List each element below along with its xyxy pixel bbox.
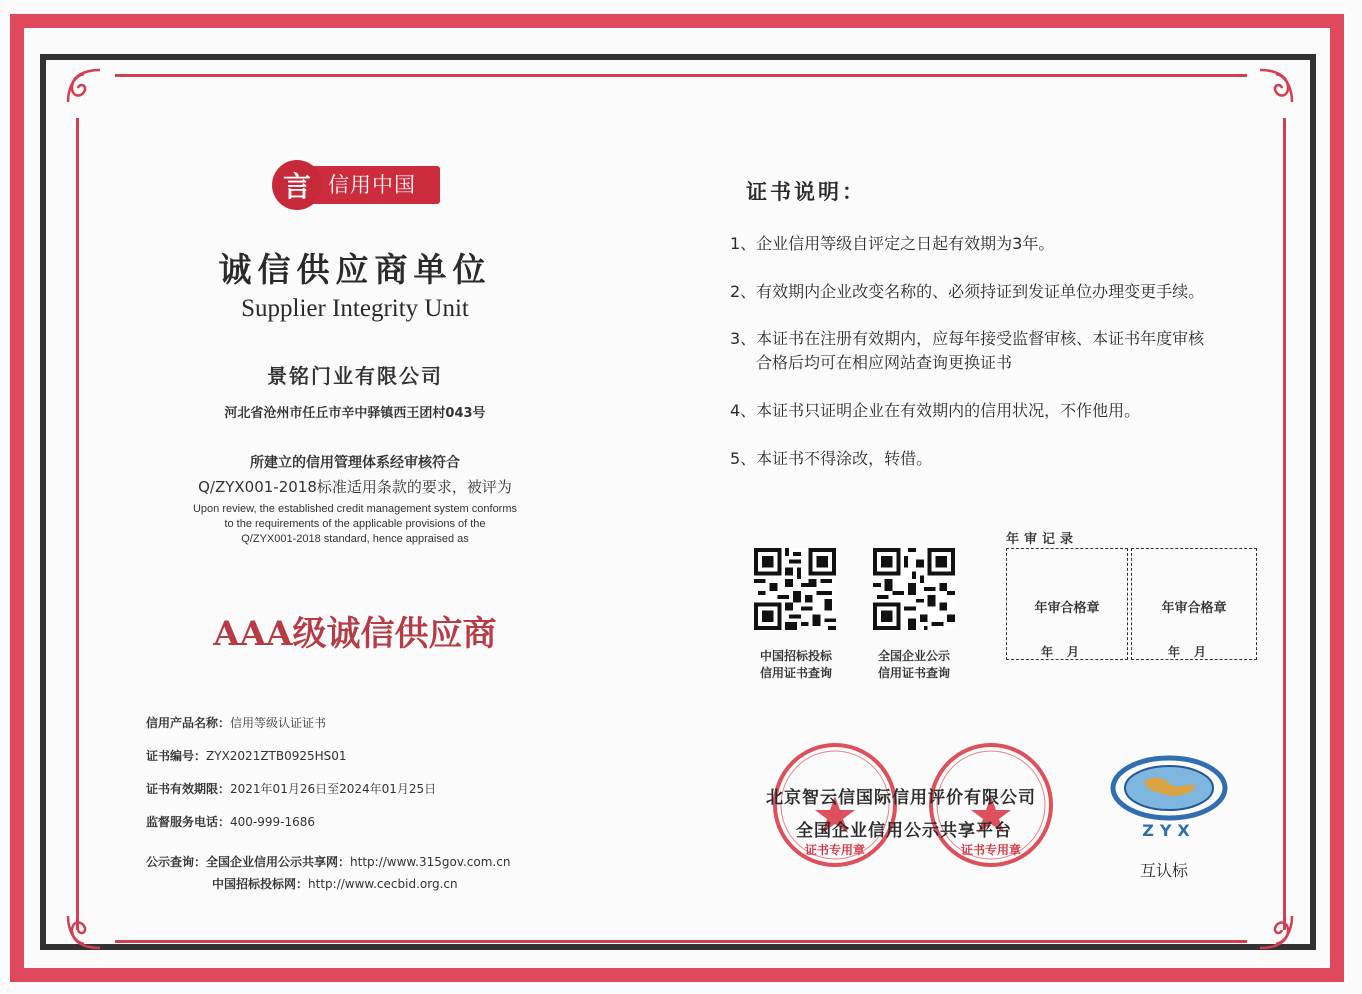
corner-ornament-icon [1256,912,1296,952]
info-query1-name: 全国企业信用公示共享网： [206,855,351,869]
info-validity-value: 2021年01月26日至2024年01月25日 [230,782,437,796]
company-address: 河北省沧州市任丘市辛中驿镇西王团村043号 [224,406,486,421]
inner-red-line-right [1283,118,1286,930]
statement-cn-line-1: 所建立的信用管理体系经审核符合 [250,455,460,471]
info-validity [146,780,436,797]
inner-red-line-bottom [115,940,1247,943]
mutual-recognition-label: 互认标 [1140,861,1189,880]
note-2: 2、有效期内企业改变名称的、必须持证到发证单位办理变更手续。 [730,282,1205,301]
certificate-title-en: Supplier Integrity Unit [241,295,469,322]
qr-caption-2-line-1: 全国企业公示 [877,649,950,663]
info-number-value: ZYX2021ZTB0925HS01 [206,749,347,763]
qr-caption-2 [854,648,974,682]
notes-title: 证书说明： [746,180,866,204]
note-1: 1、企业信用等级自评定之日起有效期为3年。 [730,234,1055,253]
qr-code-icon[interactable] [873,548,955,630]
issuer-name-1: 北京智云信国际信用评价有限公司 [766,788,1036,808]
info-phone-label: 监督服务电话： [146,815,231,829]
seal-1-text: 证书专用章 [804,843,866,857]
annual-review-box [1006,548,1128,660]
logo-text: 信用中国 [306,166,440,204]
seal-2-text: 证书专用章 [960,843,1022,857]
statement-cn-line-2: Q/ZYX001-2018标准适用条款的要求，被评为 [198,478,512,496]
info-query-label: 公示查询： [146,855,207,869]
qr-caption-2-line-2: 信用证书查询 [877,666,950,680]
info-phone-value: 400-999-1686 [230,815,316,829]
qr-code-icon[interactable] [754,548,836,630]
info-query2-url: http://www.cecbid.org.cn [308,877,458,891]
mutual-recognition-logo-icon [1104,752,1234,842]
info-product-value: 信用等级认证证书 [230,716,327,730]
annual-review-label: 年审合格章 [1034,601,1100,616]
corner-ornament-icon [64,66,104,106]
annual-review-date: 年月 [1167,645,1220,659]
statement-en-line-3: Q/ZYX001-2018 standard, hence appraised as [241,533,469,545]
note-3-cont: 合格后均可在相应网站查询更换证书 [756,353,1013,372]
info-number-label: 证书编号： [146,749,207,763]
annual-review-label: 年审合格章 [1161,601,1227,616]
credit-china-logo [272,160,440,210]
info-validity-label: 证书有效期限： [146,782,231,796]
qr-caption-1-line-1: 中国招标投标 [759,649,832,663]
annual-review-title: 年审记录 [1006,532,1079,547]
issuer-name-2: 全国企业信用公示共享平台 [796,821,1012,841]
qr-caption-1-line-2: 信用证书查询 [759,666,832,680]
corner-ornament-icon [64,912,104,952]
note-3: 3、本证书在注册有效期内，应每年接受监督审核、本证书年度审核 [730,329,1205,348]
info-product-label: 信用产品名称： [146,716,231,730]
info-phone [146,813,315,830]
info-query-2 [212,875,458,892]
info-query1-url: http://www.315gov.com.cn [350,855,511,869]
note-5: 5、本证书不得涂改，转借。 [730,449,933,468]
statement-en-line-1: Upon review, the established credit management system conforms [192,503,518,515]
annual-review-date: 年月 [1040,645,1093,659]
info-query-1 [146,853,510,870]
info-query2-name: 中国招标投标网： [212,877,309,891]
credit-grade: AAA级诚信供应商 [213,614,497,654]
inner-red-line-left [76,118,79,930]
certificate-title-cn: 诚信供应商单位 [218,250,492,289]
annual-review-box [1131,548,1257,660]
note-4: 4、本证书只证明企业在有效期内的信用状况，不作他用。 [730,401,1141,420]
company-name: 景铭门业有限公司 [267,364,443,388]
info-product [146,714,326,731]
inner-red-line-top [115,74,1247,77]
logo-mark-icon: 言 [272,160,322,210]
info-number [146,747,347,764]
statement-en-line-2: to the requirements of the applicable provisions of the [224,518,486,530]
corner-ornament-icon [1256,66,1296,106]
mutual-logo-text: ZYX [1142,821,1196,840]
statement-en [150,502,560,547]
qr-caption-1 [736,648,856,682]
